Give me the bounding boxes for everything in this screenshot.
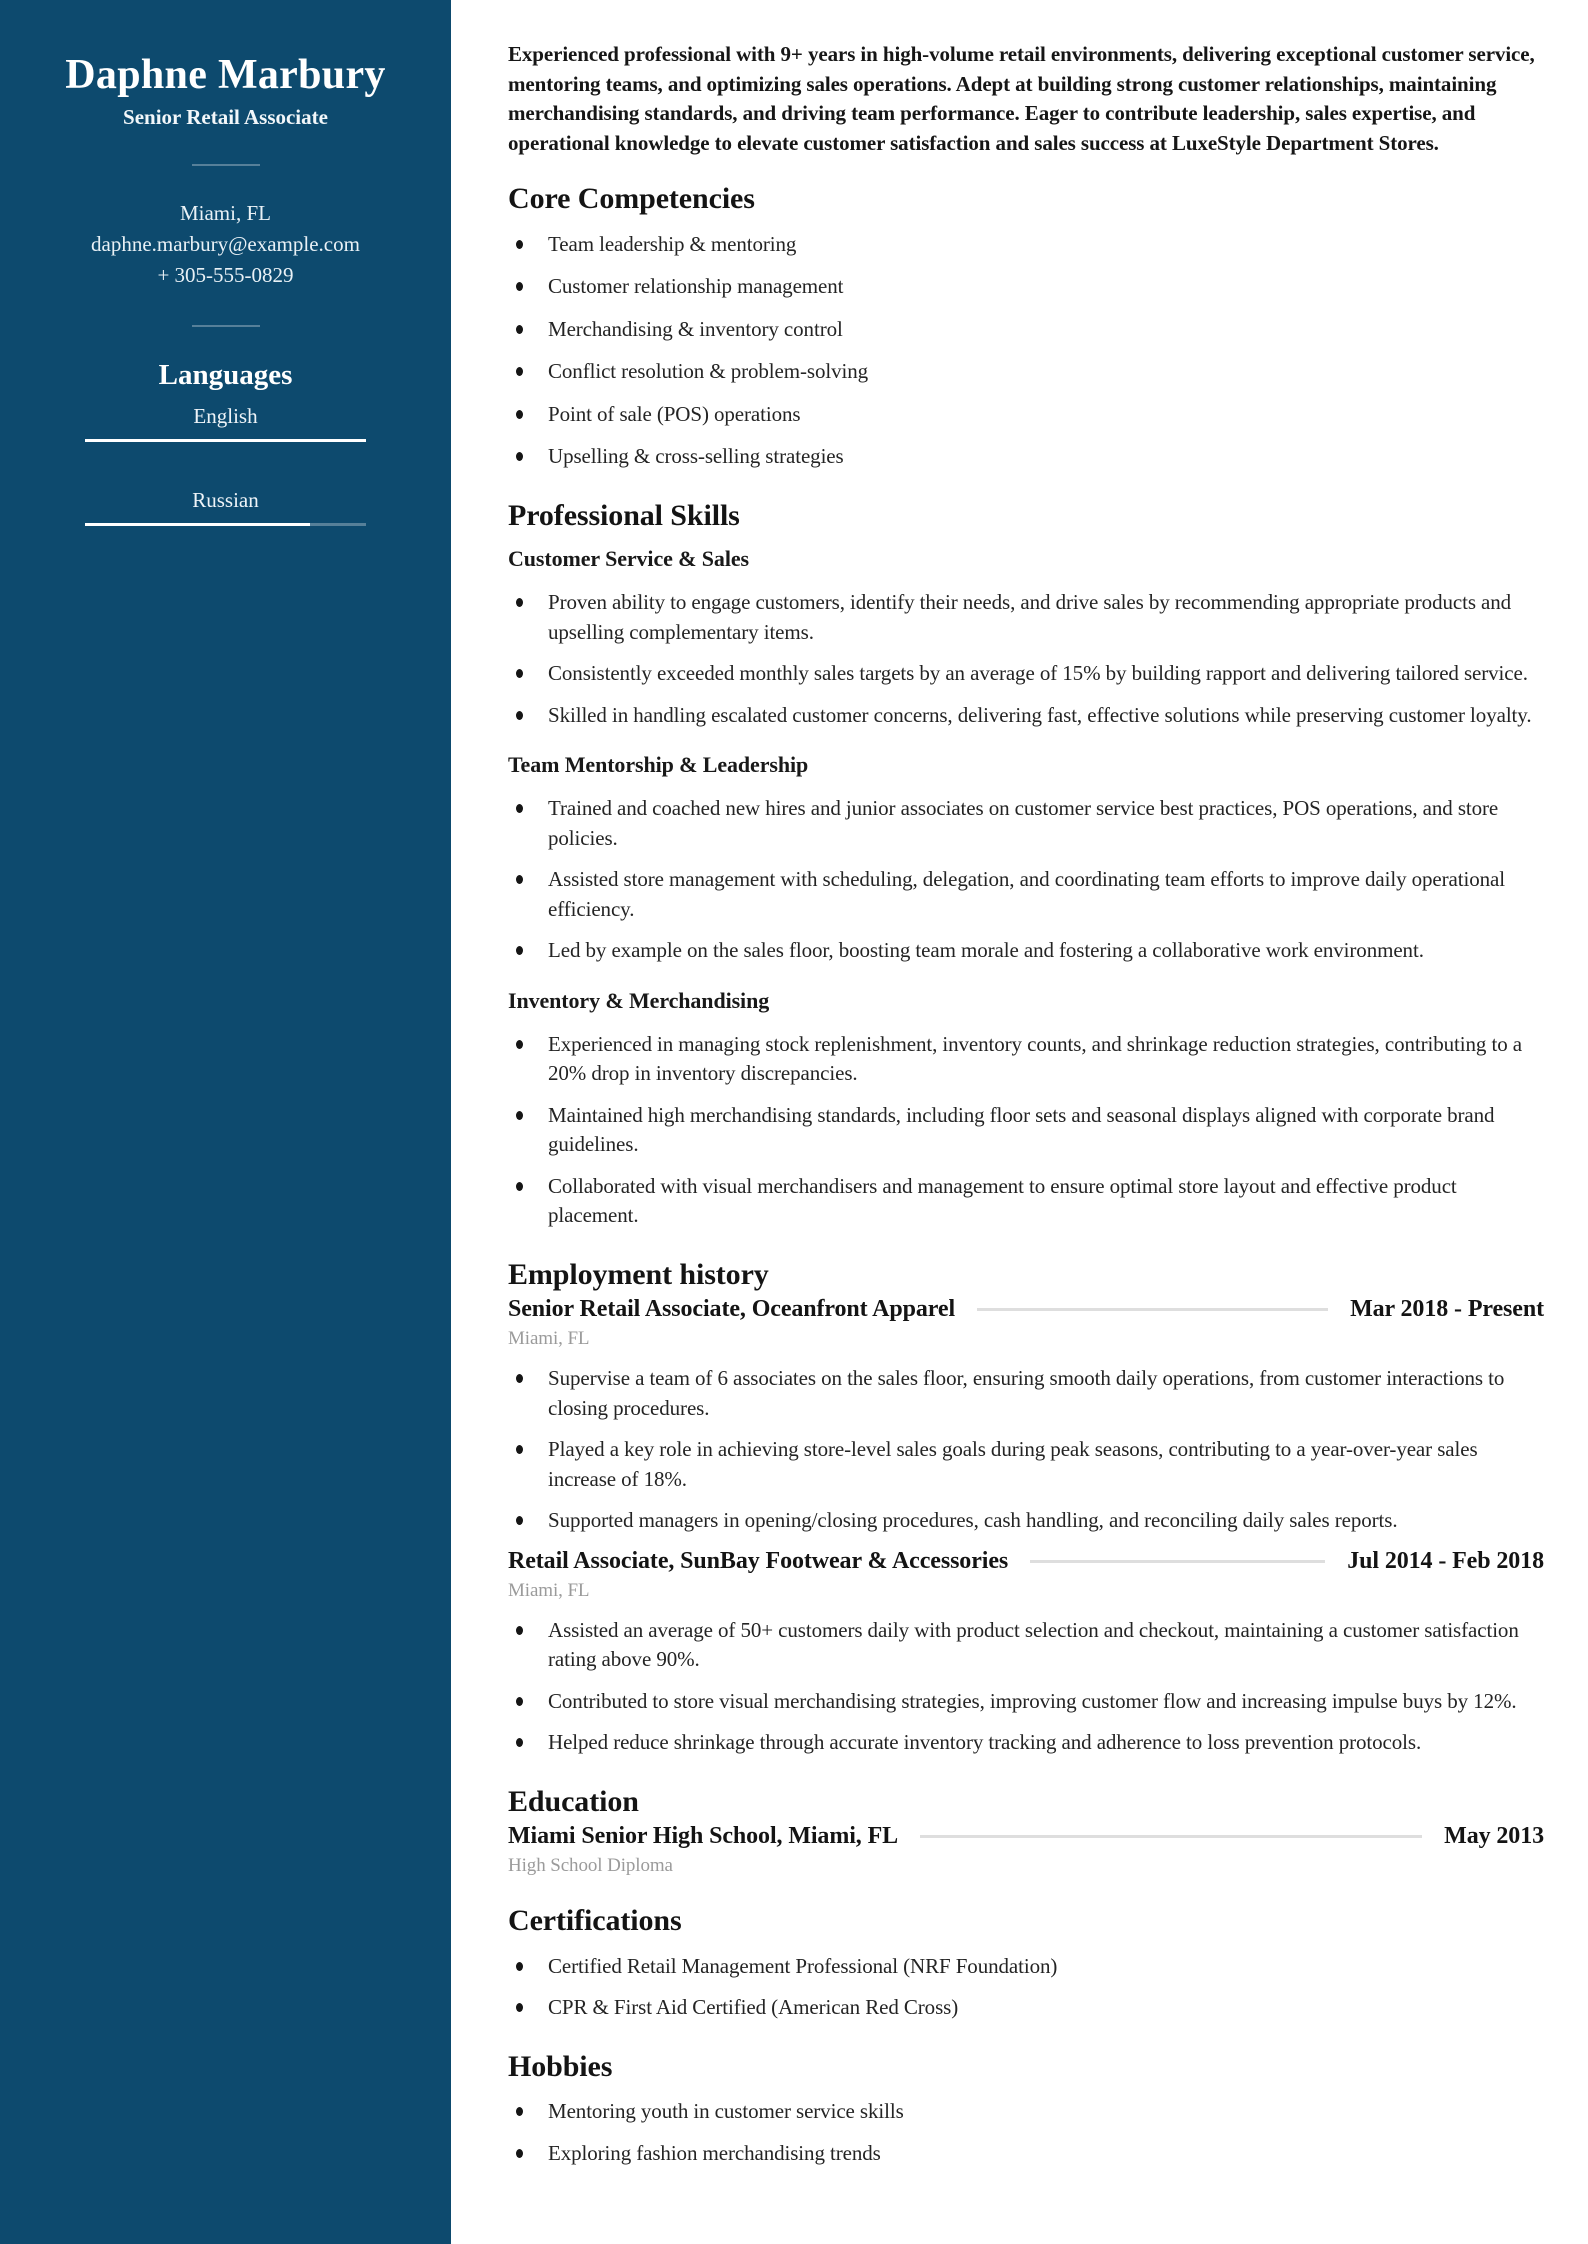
core-competencies-heading: Core Competencies xyxy=(508,182,755,215)
job-title-row xyxy=(508,1548,1544,1575)
list-item: Team leadership & mentoring xyxy=(508,230,1544,260)
list-item: Mentoring youth in customer service skills xyxy=(508,2097,1544,2127)
candidate-name: Daphne Marbury xyxy=(65,52,386,98)
list-item: Helped reduce shrinkage through accurate inventory tracking and adherence to loss prevention protocols. xyxy=(508,1728,1544,1758)
education-school: Miami Senior High School, Miami, FL xyxy=(508,1823,899,1849)
profile-summary: Experienced professional with 9+ years in high-volume retail environments, delivering exceptional customer service, mentoring teams, and optimizing sales operations. Adept at building strong customer relationships, maintaining merchandising standards, and driving team performance. Eager to contribute leadership, sales expertise, and operational knowledge to elevate customer satisfaction and sales success at LuxeStyle Department Stores. xyxy=(508,42,1535,155)
contact-email: daphne.marbury@example.com xyxy=(91,232,360,257)
skills-list xyxy=(508,1030,1544,1231)
job-bullet-list xyxy=(508,1364,1544,1536)
hobbies-list xyxy=(508,2097,1544,2168)
job-entry xyxy=(508,1296,1544,1536)
certifications-heading: Certifications xyxy=(508,1904,682,1937)
professional-skills-heading: Professional Skills xyxy=(508,498,740,532)
list-item: Assisted store management with scheduling, delegation, and coordinating team efforts to improve daily operational efficiency. xyxy=(508,865,1544,924)
list-item: Proven ability to engage customers, identify their needs, and drive sales by recommending appropriate products and upselling complementary items. xyxy=(508,588,1544,647)
list-item: Consistently exceeded monthly sales targets by an average of 15% by building rapport and delivering tailored service. xyxy=(508,659,1544,689)
list-item: Supervise a team of 6 associates on the sales floor, ensuring smooth daily operations, from customer interactions to closing procedures. xyxy=(508,1364,1544,1423)
core-competencies-list xyxy=(508,230,1544,472)
job-title-row xyxy=(508,1296,1544,1323)
job-location: Miami, FL xyxy=(508,1579,590,1601)
skills-subheading: Inventory & Merchandising xyxy=(508,987,770,1013)
job-dates: Jul 2014 - Feb 2018 xyxy=(1347,1547,1544,1574)
language-level-bar xyxy=(85,523,366,526)
education-title-row xyxy=(508,1823,1544,1850)
list-item: Experienced in managing stock replenishment, inventory counts, and shrinkage reduction strategies, contributing to a 20% drop in inventory discrepancies. xyxy=(508,1030,1544,1089)
job-location: Miami, FL xyxy=(508,1328,590,1349)
resume-sidebar xyxy=(0,0,451,2244)
list-item: Supported managers in opening/closing procedures, cash handling, and reconciling daily sales reports. xyxy=(508,1506,1544,1536)
language-name: English xyxy=(193,404,258,429)
job-dates: Mar 2018 - Present xyxy=(1350,1296,1544,1322)
list-item: CPR & First Aid Certified (American Red Cross) xyxy=(508,1993,1544,2023)
language-level-bar xyxy=(85,439,366,442)
list-item: Upselling & cross-selling strategies xyxy=(508,442,1544,472)
language-name: Russian xyxy=(192,488,259,513)
language-item xyxy=(0,404,451,442)
list-item: Customer relationship management xyxy=(508,272,1544,302)
list-item: Played a key role in achieving store-level sales goals during peak seasons, contributing to a year-over-year sales increase of 18%. xyxy=(508,1435,1544,1494)
hobbies-heading: Hobbies xyxy=(508,2049,613,2083)
job-title: Retail Associate, SunBay Footwear & Accessories xyxy=(508,1547,1009,1574)
contact-phone: + 305-555-0829 xyxy=(157,263,294,288)
skills-subheading: Customer Service & Sales xyxy=(508,546,749,571)
title-rule xyxy=(977,1308,1328,1311)
list-item: Skilled in handling escalated customer concerns, delivering fast, effective solutions while preserving customer loyalty. xyxy=(508,701,1544,731)
list-item: Point of sale (POS) operations xyxy=(508,400,1544,430)
sidebar-divider xyxy=(192,164,260,166)
list-item: Collaborated with visual merchandisers and management to ensure optimal store layout and effective product placement. xyxy=(508,1172,1544,1231)
languages-heading: Languages xyxy=(158,359,293,392)
employment-heading: Employment history xyxy=(508,1257,769,1291)
list-item: Exploring fashion merchandising trends xyxy=(508,2139,1544,2169)
candidate-job-title: Senior Retail Associate xyxy=(123,105,328,130)
language-item xyxy=(0,488,451,526)
list-item: Led by example on the sales floor, boosting team morale and fostering a collaborative work environment. xyxy=(508,936,1544,966)
language-level-fill xyxy=(85,523,310,526)
education-heading: Education xyxy=(508,1784,639,1818)
education-degree: High School Diploma xyxy=(508,1855,673,1876)
title-rule xyxy=(920,1835,1422,1838)
list-item: Maintained high merchandising standards, including floor sets and seasonal displays aligned with corporate brand guidelines. xyxy=(508,1101,1544,1160)
job-title: Senior Retail Associate, Oceanfront Apparel xyxy=(508,1296,956,1322)
list-item: Assisted an average of 50+ customers daily with product selection and checkout, maintaining a customer satisfaction rating above 90%. xyxy=(508,1616,1544,1675)
list-item: Trained and coached new hires and junior associates on customer service best practices, POS operations, and store policies. xyxy=(508,794,1544,853)
job-bullet-list xyxy=(508,1616,1544,1758)
education-entry xyxy=(508,1823,1544,1877)
skills-list xyxy=(508,588,1544,730)
certifications-list xyxy=(508,1952,1544,2023)
list-item: Contributed to store visual merchandising strategies, improving customer flow and increasing impulse buys by 12%. xyxy=(508,1687,1544,1717)
list-item: Certified Retail Management Professional (NRF Foundation) xyxy=(508,1952,1544,1982)
resume-main xyxy=(451,0,1588,2244)
contact-location: Miami, FL xyxy=(179,201,271,226)
language-level-fill xyxy=(85,439,366,442)
sidebar-divider xyxy=(192,325,260,327)
list-item: Conflict resolution & problem-solving xyxy=(508,357,1544,387)
skills-list xyxy=(508,794,1544,966)
job-entry xyxy=(508,1548,1544,1758)
list-item: Merchandising & inventory control xyxy=(508,315,1544,345)
title-rule xyxy=(1030,1560,1325,1563)
education-dates: May 2013 xyxy=(1444,1823,1544,1849)
skills-subheading: Team Mentorship & Leadership xyxy=(508,752,809,777)
